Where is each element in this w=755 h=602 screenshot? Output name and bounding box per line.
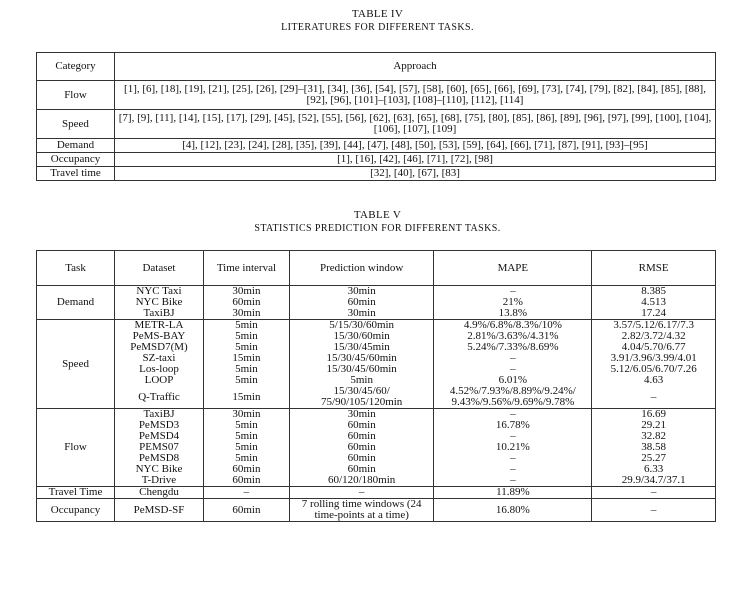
table5-cell-prediction-window: 60min [289, 431, 434, 442]
table5-cell-mape: 4.9%/6.8%/8.3%/10% [434, 320, 592, 332]
table5-cell-rmse: 29.21 [592, 420, 716, 431]
table5-body [37, 286, 716, 522]
table5-cell-dataset: TaxiBJ [115, 308, 204, 320]
table4-header-row [37, 53, 716, 81]
table4-row-occupancy [37, 153, 716, 167]
table5-cell-prediction-window: 60min [289, 442, 434, 453]
table5-cell-task: Demand [37, 286, 115, 320]
table5-cell-time-interval: – [203, 487, 289, 499]
table5-cell-dataset: PeMS-BAY [115, 331, 204, 342]
table5-cell-rmse: 6.33 [592, 464, 716, 475]
table4-cell-approach: [4], [12], [23], [24], [28], [35], [39], [44], [47], [48], [50], [53], [59], [64], [66], [71], [87], [91], [93]–[95] [115, 139, 716, 153]
table5-cell-prediction-window: 60min [289, 297, 434, 308]
table5-row [37, 487, 716, 499]
table5-header-task: Task [37, 251, 115, 286]
table5-cell-prediction-window: 60/120/180min [289, 475, 434, 487]
table5-cell-rmse: 3.91/3.96/3.99/4.01 [592, 353, 716, 364]
table5-cell-prediction-window: 5min [289, 375, 434, 386]
table5-cell-rmse: 16.69 [592, 409, 716, 421]
table5-cell-time-interval: 5min [203, 420, 289, 431]
table4 [36, 52, 716, 181]
table5-header-time-interval: Time interval [203, 251, 289, 286]
table5-cell-rmse: 29.9/34.7/37.1 [592, 475, 716, 487]
table5-cell-rmse: 32.82 [592, 431, 716, 442]
table5-cell-dataset: PeMSD-SF [115, 499, 204, 522]
table5-title: STATISTICS PREDICTION FOR DIFFERENT TASKS. [254, 223, 501, 234]
table5-cell-rmse: 4.04/5.70/6.77 [592, 342, 716, 353]
table5-header-mape: MAPE [434, 251, 592, 286]
table4-row-flow [37, 81, 716, 110]
table5-row [37, 308, 716, 320]
table5-cell-rmse: – [592, 386, 716, 409]
table5-cell-dataset: SZ-taxi [115, 353, 204, 364]
table5-cell-rmse: 3.57/5.12/6.17/7.3 [592, 320, 716, 332]
table5 [36, 250, 716, 522]
table5-row [37, 475, 716, 487]
table5-cell-mape: – [434, 364, 592, 375]
table5-cell-prediction-window: 7 rolling time windows (24 time-points at a time) [289, 499, 434, 522]
table5-cell-prediction-window: – [289, 487, 434, 499]
table5-cell-mape: – [434, 453, 592, 464]
table5-cell-time-interval: 30min [203, 286, 289, 298]
table5-cell-mape: 2.81%/3.63%/4.31% [434, 331, 592, 342]
table5-cell-dataset: PeMSD4 [115, 431, 204, 442]
table5-cell-mape: 16.80% [434, 499, 592, 522]
table4-cell-approach: [7], [9], [11], [14], [15], [17], [29], [45], [52], [55], [56], [62], [63], [65], [68], [75], [80], [85], [86], [89], [96], [97], [99], [100], [104], [106], [107], [109] [115, 110, 716, 139]
table5-cell-prediction-window: 15/30/60min [289, 331, 434, 342]
table5-cell-dataset: PeMSD3 [115, 420, 204, 431]
table5-cell-mape: 6.01% [434, 375, 592, 386]
table5-cell-mape: 10.21% [434, 442, 592, 453]
table5-row [37, 499, 716, 522]
table5-header-row [37, 251, 716, 286]
table5-cell-prediction-window: 5/15/30/60min [289, 320, 434, 332]
table5-cell-prediction-window: 30min [289, 286, 434, 298]
table5-cell-time-interval: 5min [203, 375, 289, 386]
table4-cell-approach: [1], [16], [42], [46], [71], [72], [98] [115, 153, 716, 167]
table5-cell-mape: – [434, 464, 592, 475]
table5-cell-time-interval: 15min [203, 386, 289, 409]
table5-cell-mape: – [434, 431, 592, 442]
table5-cell-dataset: Los-loop [115, 364, 204, 375]
table5-cell-dataset: PEMS07 [115, 442, 204, 453]
table5-cell-rmse: 8.385 [592, 286, 716, 298]
table5-cell-dataset: NYC Bike [115, 297, 204, 308]
table5-cell-mape: 4.52%/7.93%/8.89%/9.24%/ 9.43%/9.56%/9.69%/9.78% [434, 386, 592, 409]
table5-cell-prediction-window: 30min [289, 308, 434, 320]
table5-cell-rmse: 4.513 [592, 297, 716, 308]
table4-row-demand [37, 139, 716, 153]
table5-cell-prediction-window: 15/30/45/60min [289, 364, 434, 375]
table5-cell-prediction-window: 15/30/45/60min [289, 353, 434, 364]
table5-cell-dataset: Q-Traffic [115, 386, 204, 409]
table4-cell-category: Flow [37, 81, 115, 110]
table4-title: LITERATURES FOR DIFFERENT TASKS. [281, 22, 474, 33]
table5-cell-dataset: TaxiBJ [115, 409, 204, 421]
table5-cell-prediction-window: 60min [289, 453, 434, 464]
table5-cell-time-interval: 60min [203, 475, 289, 487]
table4-cell-category: Speed [37, 110, 115, 139]
table5-cell-rmse: 25.27 [592, 453, 716, 464]
table5-cell-dataset: Chengdu [115, 487, 204, 499]
table5-cell-prediction-window: 15/30/45/60/ 75/90/105/120min [289, 386, 434, 409]
table5-cell-rmse: 2.82/3.72/4.32 [592, 331, 716, 342]
table5-cell-mape: – [434, 475, 592, 487]
table5-cell-mape: – [434, 353, 592, 364]
table5-cell-rmse: 4.63 [592, 375, 716, 386]
table5-cell-task: Speed [37, 320, 115, 409]
table5-cell-time-interval: 60min [203, 464, 289, 475]
table5-cell-time-interval: 5min [203, 364, 289, 375]
table4-cell-category: Demand [37, 139, 115, 153]
table5-cell-time-interval: 5min [203, 442, 289, 453]
table5-cell-task: Travel Time [37, 487, 115, 499]
table5-cell-rmse: 5.12/6.05/6.70/7.26 [592, 364, 716, 375]
table5-cell-prediction-window: 30min [289, 409, 434, 421]
table4-header-category: Category [37, 53, 115, 81]
table4-row-speed [37, 110, 716, 139]
table4-cell-category: Occupancy [37, 153, 115, 167]
table5-cell-time-interval: 5min [203, 453, 289, 464]
table5-cell-prediction-window: 15/30/45min [289, 342, 434, 353]
table5-cell-rmse: – [592, 487, 716, 499]
table5-cell-time-interval: 5min [203, 431, 289, 442]
table5-row [37, 297, 716, 308]
table5-cell-time-interval: 15min [203, 353, 289, 364]
table5-cell-time-interval: 5min [203, 342, 289, 353]
table5-cell-mape: 11.89% [434, 487, 592, 499]
table5-header-rmse: RMSE [592, 251, 716, 286]
table4-header-approach: Approach [115, 53, 716, 81]
table5-cell-rmse: 17.24 [592, 308, 716, 320]
table5-cell-mape: 16.78% [434, 420, 592, 431]
table5-cell-time-interval: 60min [203, 499, 289, 522]
table5-header-prediction-window: Prediction window [289, 251, 434, 286]
table5-cell-dataset: NYC Bike [115, 464, 204, 475]
table5-cell-mape: – [434, 286, 592, 298]
table5-row [37, 364, 716, 375]
table5-row [37, 386, 716, 409]
table5-cell-task: Occupancy [37, 499, 115, 522]
table5-cell-prediction-window: 60min [289, 464, 434, 475]
table5-cell-dataset: METR-LA [115, 320, 204, 332]
table5-cell-dataset: PeMSD8 [115, 453, 204, 464]
table5-cell-rmse: 38.58 [592, 442, 716, 453]
table5-cell-dataset: T-Drive [115, 475, 204, 487]
table4-cell-category: Travel time [37, 167, 115, 181]
table5-cell-prediction-window: 60min [289, 420, 434, 431]
table5-cell-time-interval: 30min [203, 409, 289, 421]
table5-cell-dataset: LOOP [115, 375, 204, 386]
table5-cell-dataset: PeMSD7(M) [115, 342, 204, 353]
table5-cell-time-interval: 5min [203, 331, 289, 342]
table4-cell-approach: [32], [40], [67], [83] [115, 167, 716, 181]
table5-cell-mape: – [434, 409, 592, 421]
table4-cell-approach: [1], [6], [18], [19], [21], [25], [26], [29]–[31], [34], [36], [54], [57], [58], [60], [65], [66], [69], [73], [74], [79], [82], [84], [85], [88], [92], [96], [101]–[103], [108]–[110], [112], [114] [115, 81, 716, 110]
table4-label: TABLE IV [351, 8, 404, 20]
table5-cell-dataset: NYC Taxi [115, 286, 204, 298]
table4-row-travel-time [37, 167, 716, 181]
table5-cell-mape: 5.24%/7.33%/8.69% [434, 342, 592, 353]
table5-cell-time-interval: 60min [203, 297, 289, 308]
table5-cell-time-interval: 5min [203, 320, 289, 332]
table5-header-dataset: Dataset [115, 251, 204, 286]
table5-cell-task: Flow [37, 409, 115, 487]
table5-label: TABLE V [353, 209, 402, 221]
table5-cell-mape: 13.8% [434, 308, 592, 320]
table5-cell-time-interval: 30min [203, 308, 289, 320]
table5-cell-rmse: – [592, 499, 716, 522]
table5-cell-mape: 21% [434, 297, 592, 308]
